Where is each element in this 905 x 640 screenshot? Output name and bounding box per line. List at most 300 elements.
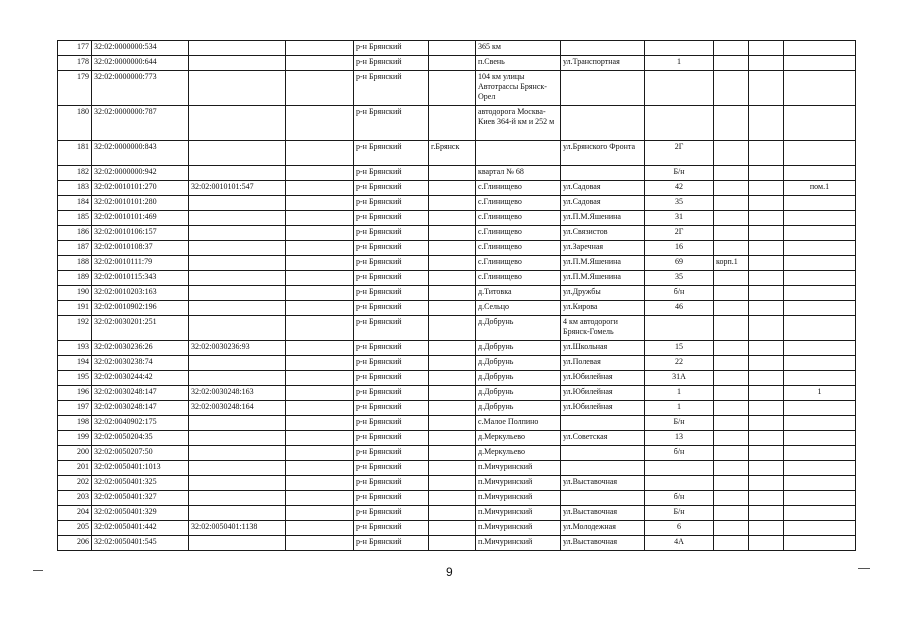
locality: с.Глинищево	[476, 226, 561, 241]
related-cadastral-number	[189, 461, 286, 476]
premises	[784, 256, 856, 271]
cadastral-number: 32:02:0050401:329	[92, 506, 189, 521]
city	[429, 521, 476, 536]
empty-cell	[749, 241, 784, 256]
row-number: 182	[58, 166, 92, 181]
house-number: 42	[645, 181, 714, 196]
related-cadastral-number	[189, 226, 286, 241]
house-number	[645, 106, 714, 141]
related-cadastral-number	[189, 41, 286, 56]
street: ул.Советская	[561, 431, 645, 446]
related-cadastral-number	[189, 241, 286, 256]
house-number: 69	[645, 256, 714, 271]
empty-cell	[286, 401, 354, 416]
row-number: 179	[58, 71, 92, 106]
house-number: 6	[645, 521, 714, 536]
premises	[784, 491, 856, 506]
cadastral-number: 32:02:0050401:325	[92, 476, 189, 491]
district: р-н Брянский	[354, 71, 429, 106]
building-number	[714, 416, 749, 431]
street: ул.Садовая	[561, 196, 645, 211]
empty-cell	[749, 141, 784, 166]
locality: автодорога Москва-Киев 364-й км и 252 м	[476, 106, 561, 141]
street: ул.Кирова	[561, 301, 645, 316]
related-cadastral-number	[189, 71, 286, 106]
cadastral-number: 32:02:0010106:157	[92, 226, 189, 241]
district: р-н Брянский	[354, 56, 429, 71]
row-number: 204	[58, 506, 92, 521]
row-number: 177	[58, 41, 92, 56]
row-number: 193	[58, 341, 92, 356]
locality: д.Добрунь	[476, 386, 561, 401]
house-number	[645, 476, 714, 491]
page-number: 9	[446, 565, 453, 579]
empty-cell	[286, 301, 354, 316]
empty-cell	[749, 521, 784, 536]
empty-cell	[749, 256, 784, 271]
street: ул.Садовая	[561, 181, 645, 196]
building-number	[714, 141, 749, 166]
table-row	[58, 41, 856, 56]
empty-cell	[749, 196, 784, 211]
empty-cell	[286, 446, 354, 461]
building-number	[714, 41, 749, 56]
premises	[784, 401, 856, 416]
empty-cell	[286, 106, 354, 141]
street	[561, 106, 645, 141]
table-row	[58, 461, 856, 476]
building-number	[714, 386, 749, 401]
house-number: 31А	[645, 371, 714, 386]
city	[429, 491, 476, 506]
table-row	[58, 286, 856, 301]
table-row	[58, 431, 856, 446]
premises	[784, 211, 856, 226]
premises	[784, 286, 856, 301]
locality: квартал № 68	[476, 166, 561, 181]
empty-cell	[749, 316, 784, 341]
locality: д.Добрунь	[476, 401, 561, 416]
city: г.Брянск	[429, 141, 476, 166]
table-row	[58, 226, 856, 241]
building-number	[714, 316, 749, 341]
row-number: 181	[58, 141, 92, 166]
empty-cell	[286, 386, 354, 401]
district: р-н Брянский	[354, 431, 429, 446]
house-number: 22	[645, 356, 714, 371]
row-number: 197	[58, 401, 92, 416]
empty-cell	[286, 181, 354, 196]
empty-cell	[286, 166, 354, 181]
cadastral-number: 32:02:0050401:1013	[92, 461, 189, 476]
cadastral-number: 32:02:0040902:175	[92, 416, 189, 431]
table-row	[58, 371, 856, 386]
house-number: 31	[645, 211, 714, 226]
building-number	[714, 491, 749, 506]
locality: д.Титовка	[476, 286, 561, 301]
street: 4 км автодороги Брянск-Гомель	[561, 316, 645, 341]
district: р-н Брянский	[354, 316, 429, 341]
locality: д.Добрунь	[476, 371, 561, 386]
street: ул.П.М.Яшенина	[561, 271, 645, 286]
table-row	[58, 446, 856, 461]
locality: с.Глинищево	[476, 241, 561, 256]
table-row	[58, 386, 856, 401]
table-row	[58, 476, 856, 491]
related-cadastral-number	[189, 106, 286, 141]
empty-cell	[286, 271, 354, 286]
building-number	[714, 536, 749, 551]
cadastral-number: 32:02:0010101:280	[92, 196, 189, 211]
row-number: 192	[58, 316, 92, 341]
district: р-н Брянский	[354, 416, 429, 431]
row-number: 190	[58, 286, 92, 301]
table-row	[58, 506, 856, 521]
district: р-н Брянский	[354, 461, 429, 476]
empty-cell	[749, 431, 784, 446]
building-number	[714, 431, 749, 446]
district: р-н Брянский	[354, 401, 429, 416]
empty-cell	[286, 71, 354, 106]
premises	[784, 371, 856, 386]
city	[429, 286, 476, 301]
district: р-н Брянский	[354, 196, 429, 211]
table-row	[58, 256, 856, 271]
district: р-н Брянский	[354, 506, 429, 521]
locality	[476, 141, 561, 166]
cadastral-number: 32:02:0000000:534	[92, 41, 189, 56]
district: р-н Брянский	[354, 386, 429, 401]
related-cadastral-number	[189, 286, 286, 301]
cadastral-number: 32:02:0030248:147	[92, 401, 189, 416]
empty-cell	[286, 431, 354, 446]
district: р-н Брянский	[354, 286, 429, 301]
street: ул.Полевая	[561, 356, 645, 371]
locality: д.Добрунь	[476, 341, 561, 356]
city	[429, 256, 476, 271]
house-number: Б/н	[645, 166, 714, 181]
empty-cell	[749, 41, 784, 56]
table-row	[58, 401, 856, 416]
empty-cell	[749, 286, 784, 301]
cadastral-number: 32:02:0030248:147	[92, 386, 189, 401]
street	[561, 71, 645, 106]
empty-cell	[749, 461, 784, 476]
city	[429, 536, 476, 551]
premises	[784, 56, 856, 71]
cadastral-number: 32:02:0010101:469	[92, 211, 189, 226]
cadastral-number: 32:02:0010111:79	[92, 256, 189, 271]
locality: п.Мичуринский	[476, 506, 561, 521]
district: р-н Брянский	[354, 341, 429, 356]
cadastral-number: 32:02:0010115:343	[92, 271, 189, 286]
empty-cell	[749, 506, 784, 521]
premises	[784, 226, 856, 241]
cadastral-number: 32:02:0010108:37	[92, 241, 189, 256]
empty-cell	[286, 226, 354, 241]
row-number: 184	[58, 196, 92, 211]
city	[429, 166, 476, 181]
related-cadastral-number	[189, 211, 286, 226]
registry-rows	[58, 41, 856, 551]
locality: п.Свень	[476, 56, 561, 71]
district: р-н Брянский	[354, 41, 429, 56]
street: ул.Выставочная	[561, 506, 645, 521]
table-row	[58, 166, 856, 181]
row-number: 206	[58, 536, 92, 551]
building-number	[714, 56, 749, 71]
row-number: 203	[58, 491, 92, 506]
street	[561, 416, 645, 431]
cadastral-number: 32:02:0000000:773	[92, 71, 189, 106]
related-cadastral-number	[189, 301, 286, 316]
row-number: 198	[58, 416, 92, 431]
city	[429, 401, 476, 416]
district: р-н Брянский	[354, 256, 429, 271]
district: р-н Брянский	[354, 271, 429, 286]
registry-table-wrapper	[57, 40, 856, 551]
related-cadastral-number	[189, 431, 286, 446]
house-number: 4А	[645, 536, 714, 551]
district: р-н Брянский	[354, 166, 429, 181]
empty-cell	[749, 271, 784, 286]
scan-mark-left	[33, 570, 43, 571]
district: р-н Брянский	[354, 536, 429, 551]
empty-cell	[286, 491, 354, 506]
table-row	[58, 181, 856, 196]
district: р-н Брянский	[354, 226, 429, 241]
street: ул.Молодежная	[561, 521, 645, 536]
empty-cell	[749, 371, 784, 386]
cadastral-number: 32:02:0030238:74	[92, 356, 189, 371]
city	[429, 71, 476, 106]
premises	[784, 241, 856, 256]
cadastral-number: 32:02:0010902:196	[92, 301, 189, 316]
building-number	[714, 341, 749, 356]
premises	[784, 106, 856, 141]
related-cadastral-number: 32:02:0030248:163	[189, 386, 286, 401]
table-row	[58, 491, 856, 506]
premises	[784, 476, 856, 491]
cadastral-number: 32:02:0000000:644	[92, 56, 189, 71]
row-number: 180	[58, 106, 92, 141]
building-number	[714, 181, 749, 196]
row-number: 205	[58, 521, 92, 536]
related-cadastral-number	[189, 256, 286, 271]
city	[429, 41, 476, 56]
house-number: 35	[645, 271, 714, 286]
locality: п.Мичуринский	[476, 461, 561, 476]
house-number	[645, 41, 714, 56]
building-number	[714, 506, 749, 521]
empty-cell	[749, 226, 784, 241]
row-number: 199	[58, 431, 92, 446]
locality: с.Глинищево	[476, 211, 561, 226]
row-number: 201	[58, 461, 92, 476]
locality: п.Мичуринский	[476, 476, 561, 491]
cadastral-number: 32:02:0050204:35	[92, 431, 189, 446]
table-row	[58, 356, 856, 371]
row-number: 202	[58, 476, 92, 491]
cadastral-number: 32:02:0000000:787	[92, 106, 189, 141]
locality: д.Меркульево	[476, 431, 561, 446]
related-cadastral-number	[189, 371, 286, 386]
city	[429, 181, 476, 196]
empty-cell	[749, 106, 784, 141]
premises	[784, 536, 856, 551]
house-number	[645, 71, 714, 106]
locality: с.Глинищево	[476, 271, 561, 286]
empty-cell	[749, 386, 784, 401]
premises	[784, 301, 856, 316]
street: ул.Школьная	[561, 341, 645, 356]
city	[429, 301, 476, 316]
empty-cell	[749, 476, 784, 491]
premises	[784, 141, 856, 166]
premises	[784, 316, 856, 341]
table-row	[58, 341, 856, 356]
district: р-н Брянский	[354, 241, 429, 256]
premises: 1	[784, 386, 856, 401]
city	[429, 371, 476, 386]
city	[429, 506, 476, 521]
building-number	[714, 401, 749, 416]
building-number	[714, 166, 749, 181]
street: ул.Юбилейная	[561, 371, 645, 386]
empty-cell	[286, 521, 354, 536]
empty-cell	[286, 316, 354, 341]
premises	[784, 506, 856, 521]
house-number: Б/н	[645, 416, 714, 431]
city	[429, 196, 476, 211]
building-number	[714, 521, 749, 536]
locality: п.Мичуринский	[476, 491, 561, 506]
table-row	[58, 521, 856, 536]
locality: 365 км	[476, 41, 561, 56]
empty-cell	[749, 181, 784, 196]
empty-cell	[286, 56, 354, 71]
locality: с.Глинищево	[476, 256, 561, 271]
street	[561, 166, 645, 181]
empty-cell	[749, 356, 784, 371]
city	[429, 226, 476, 241]
table-row	[58, 316, 856, 341]
row-number: 178	[58, 56, 92, 71]
related-cadastral-number	[189, 491, 286, 506]
table-row	[58, 271, 856, 286]
locality: с.Глинищево	[476, 181, 561, 196]
row-number: 195	[58, 371, 92, 386]
street	[561, 446, 645, 461]
building-number	[714, 71, 749, 106]
street: ул.Выставочная	[561, 476, 645, 491]
city	[429, 106, 476, 141]
district: р-н Брянский	[354, 141, 429, 166]
premises	[784, 341, 856, 356]
premises	[784, 166, 856, 181]
street: ул.Юбилейная	[561, 401, 645, 416]
house-number: 16	[645, 241, 714, 256]
premises	[784, 521, 856, 536]
street: ул.Транспортная	[561, 56, 645, 71]
row-number: 200	[58, 446, 92, 461]
empty-cell	[286, 256, 354, 271]
empty-cell	[286, 506, 354, 521]
row-number: 191	[58, 301, 92, 316]
city	[429, 211, 476, 226]
city	[429, 476, 476, 491]
city	[429, 356, 476, 371]
empty-cell	[749, 301, 784, 316]
premises	[784, 416, 856, 431]
premises	[784, 271, 856, 286]
related-cadastral-number	[189, 196, 286, 211]
district: р-н Брянский	[354, 356, 429, 371]
row-number: 196	[58, 386, 92, 401]
empty-cell	[286, 211, 354, 226]
building-number	[714, 476, 749, 491]
related-cadastral-number	[189, 506, 286, 521]
locality: 104 км улицы Автотрассы Брянск-Орел	[476, 71, 561, 106]
city	[429, 241, 476, 256]
empty-cell	[749, 341, 784, 356]
building-number	[714, 196, 749, 211]
street	[561, 491, 645, 506]
locality: с.Глинищево	[476, 196, 561, 211]
house-number: Б/н	[645, 506, 714, 521]
city	[429, 386, 476, 401]
table-row	[58, 211, 856, 226]
street	[561, 461, 645, 476]
locality: д.Добрунь	[476, 316, 561, 341]
building-number	[714, 301, 749, 316]
cadastral-number: 32:02:0050401:442	[92, 521, 189, 536]
city	[429, 461, 476, 476]
house-number: б/н	[645, 286, 714, 301]
premises	[784, 71, 856, 106]
house-number: 1	[645, 56, 714, 71]
scan-mark-right	[858, 568, 870, 569]
building-number	[714, 241, 749, 256]
locality: д.Меркульево	[476, 446, 561, 461]
related-cadastral-number	[189, 356, 286, 371]
row-number: 183	[58, 181, 92, 196]
building-number	[714, 286, 749, 301]
empty-cell	[286, 356, 354, 371]
related-cadastral-number	[189, 416, 286, 431]
street: ул.Дружбы	[561, 286, 645, 301]
premises	[784, 356, 856, 371]
district: р-н Брянский	[354, 371, 429, 386]
related-cadastral-number	[189, 446, 286, 461]
locality: д.Сельцо	[476, 301, 561, 316]
house-number: 15	[645, 341, 714, 356]
empty-cell	[749, 446, 784, 461]
related-cadastral-number	[189, 166, 286, 181]
related-cadastral-number: 32:02:0010101:547	[189, 181, 286, 196]
district: р-н Брянский	[354, 491, 429, 506]
table-row	[58, 301, 856, 316]
empty-cell	[286, 461, 354, 476]
table-row	[58, 196, 856, 211]
locality: с.Малое Полпино	[476, 416, 561, 431]
premises	[784, 196, 856, 211]
cadastral-number: 32:02:0030236:26	[92, 341, 189, 356]
building-number	[714, 461, 749, 476]
cadastral-number: 32:02:0030201:251	[92, 316, 189, 341]
registry-table	[57, 40, 856, 551]
building-number	[714, 446, 749, 461]
